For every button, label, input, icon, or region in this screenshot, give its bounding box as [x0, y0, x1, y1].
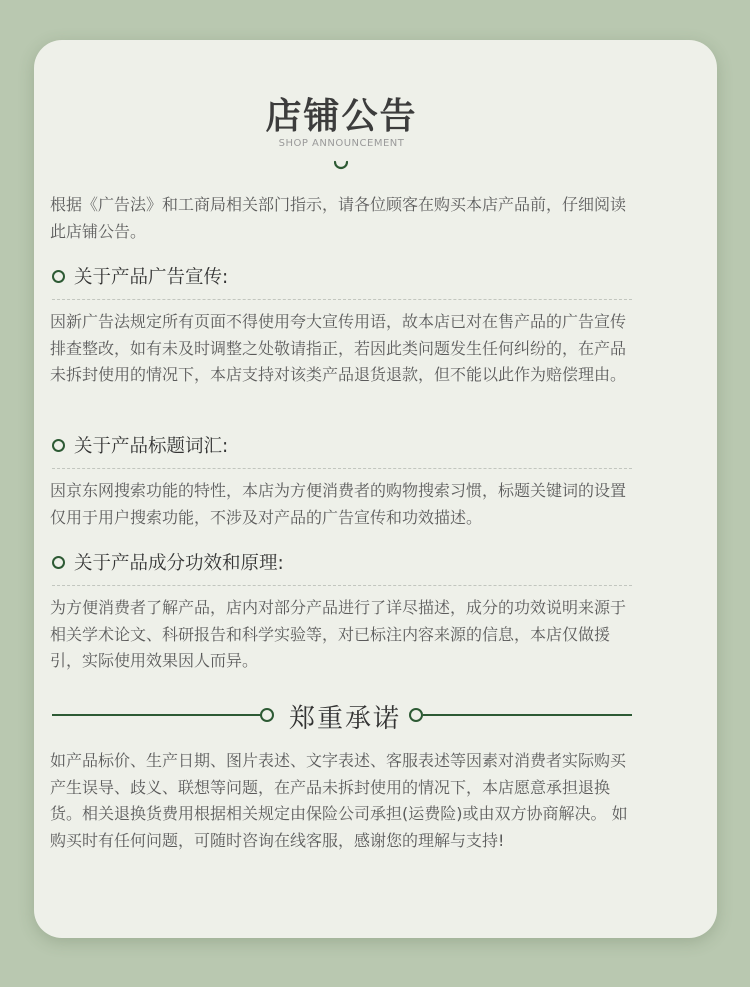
page-title: 店铺公告: [265, 96, 418, 137]
promise-header: [52, 698, 632, 732]
promise-line-left: [52, 714, 262, 716]
page-subtitle: SHOP ANNOUNCEMENT: [278, 138, 405, 149]
bullet-circle-icon: [52, 270, 65, 283]
section-divider: [52, 585, 632, 586]
section-heading-title-words: [52, 433, 632, 457]
promise-body: 如产品标价、生产日期、图片表述、文字表述、客服表述等因素对消费者实际购买产生误导、歧义、联想等问题，在产品未拆封使用的情况下，本店愿意承担退换货。相关退换货费用根据相关规定由保险公司承担(运费险)或由双方协商解决。 如购买时有任何问题，可随时咨询在线客服，感谢您的理解与支持!: [50, 751, 628, 850]
section-body-ingredients: 为方便消费者了解产品，店内对部分产品进行了详尽描述，成分的功效说明来源于相关学术论文、科研报告和科学实验等，对已标注内容来源的信息，本店仅做援引，实际使用效果因人而异。: [50, 598, 627, 670]
section-heading-label: 关于产品成分功效和原理:: [74, 553, 284, 574]
section-divider: [52, 299, 632, 300]
cup-ornament-icon: [334, 160, 348, 174]
section-heading-ad-promotion: [52, 264, 632, 288]
promise-line-right: [423, 714, 632, 716]
section-heading-ingredients: [52, 550, 632, 574]
section-heading-label: 关于产品标题词汇:: [74, 436, 229, 457]
bullet-circle-icon: [52, 556, 65, 569]
section-heading-label: 关于产品广告宣传:: [74, 267, 229, 288]
promise-title: 郑重承诺: [288, 704, 401, 734]
section-divider: [52, 468, 632, 469]
bullet-circle-icon: [52, 439, 65, 452]
promise-dot-left-icon: [260, 708, 274, 722]
intro-text: 根据《广告法》和工商局相关部门指示，请各位顾客在购买本店产品前，仔细阅读此店铺公告。: [50, 195, 627, 241]
section-body-ad-promotion: 因新广告法规定所有页面不得使用夸大宣传用语，故本店已对在售产品的广告宣传排查整改，如有未及时调整之处敬请指正，若因此类问题发生任何纠纷的，在产品未拆封使用的情况下，本店支持对该类产品退货退款，但不能以此作为赔偿理由。: [50, 312, 627, 384]
section-body-title-words: 因京东网搜索功能的特性，本店为方便消费者的购物搜索习惯，标题关键词的设置仅用于用户搜索功能，不涉及对产品的广告宣传和功效描述。: [50, 481, 627, 527]
promise-dot-right-icon: [409, 708, 423, 722]
